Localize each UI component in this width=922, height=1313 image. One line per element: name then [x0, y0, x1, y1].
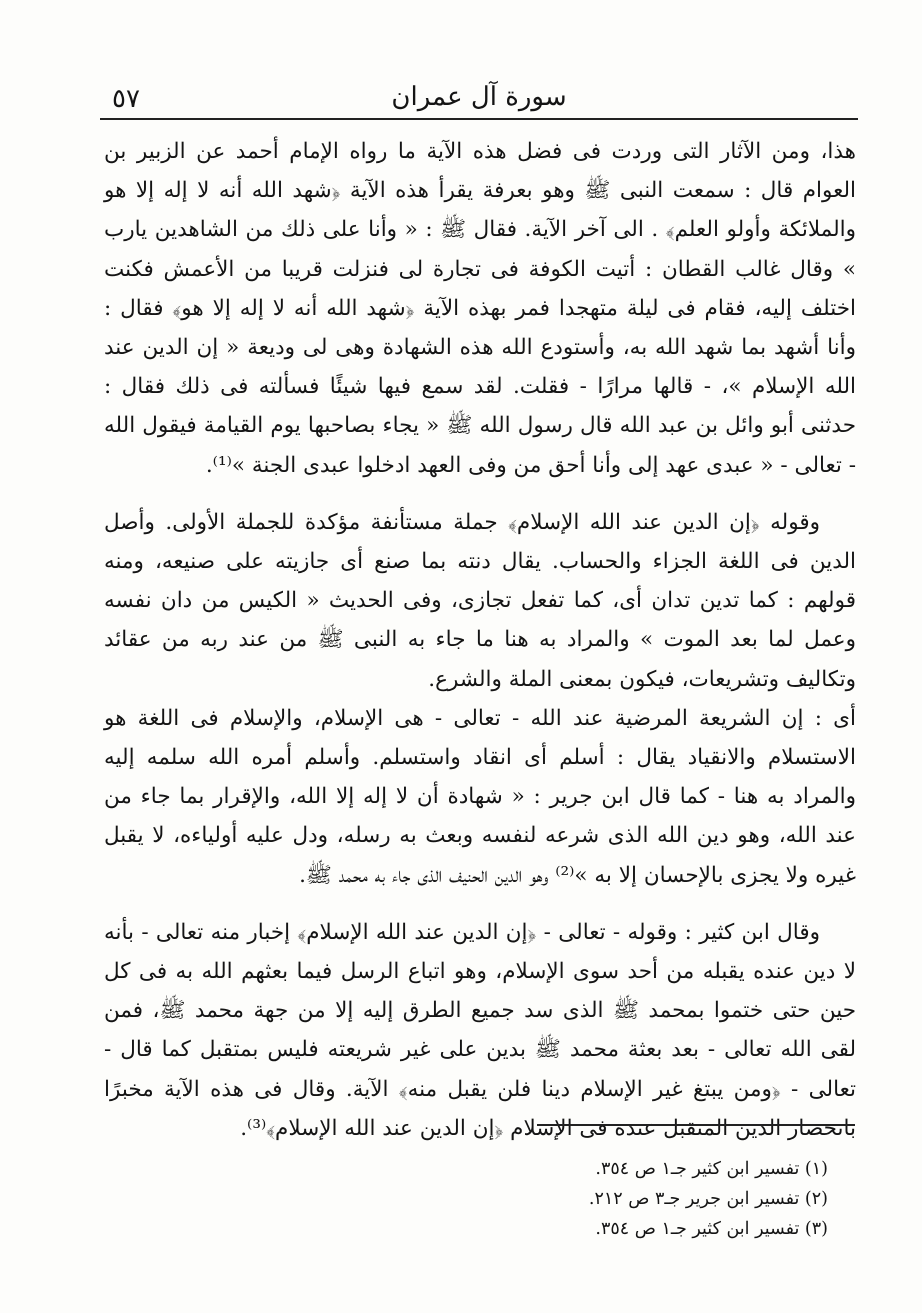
- footnote-1: (١) تفسير ابن كثير جـ١ ص ٣٥٤.: [595, 1159, 828, 1179]
- paragraph-2: وقوله ﴿إن الدين عند الله الإسلام﴾ جملة مستأنفة مؤكدة للجملة الأولى. وأصل الدين فى اللغة الجزاء والحساب. يقال دنته بما صنع أى جازيته على صنيعه، ومنه قولهم : كما تدين تدان أى، كما تفعل تجازى، وفى الحديث « الكيس من دان نفسه وعمل لما بعد الموت » والمراد به هنا ما جاء به النبى ﷺ من عند ربه من عقائد وتكاليف وتشريعات، فيكون بمعنى الملة والشرع.: [104, 509, 856, 692]
- footnote-divider: [537, 1124, 855, 1126]
- surah-title: سورة آل عمران: [391, 82, 567, 112]
- paragraph-1: هذا، ومن الآثار التى وردت فى فضل هذه الآية ما رواه الإمام أحمد عن الزبير بن العوام قال : سمعت النبى ﷺ وهو بعرفة يقرأ هذه الآية ﴿شهد الله أنه لا إله إلا هو والملائكة وأولو العلم﴾ . الى آخر الآية. فقال ﷺ : « وأنا على ذلك من الشاهدين يارب » وقال غالب القطان : أتيت الكوفة فى تجارة لى فنزلت قريبا من الأعمش فكنت اختلف إليه، فقام فى ليلة متهجدا فمر بهذه الآية ﴿شهد الله أنه لا إله إلا هو﴾ فقال : وأنا أشهد بما شهد الله به، وأستودع الله هذه الشهادة وهى لى وديعة « إن الدين عند الله الإسلام »، - قالها مرارًا - فقلت. لقد سمع فيها شيئًا فسألته فى ذلك فقال : حدثنى أبو وائل بن عبد الله قال رسول الله ﷺ « يجاء بصاحبها يوم القيامة فيقول الله - تعالى - « عبدى عهد إلى وأنا أحق من وفى العهد ادخلوا عبدى الجنة »⁽¹⁾.: [104, 139, 856, 478]
- footnote-2: (٢) تفسير ابن جرير جـ٣ ص ٢١٢.: [588, 1189, 828, 1209]
- paragraph-4: وقال ابن كثير : وقوله - تعالى - ﴿إن الدين عند الله الإسلام﴾ إخبار منه تعالى - بأنه لا دين عنده يقبله من أحد سوى الإسلام، وهو اتباع الرسل فيما بعثهم الله به فى كل حين حتى ختموا بمحمد ﷺ الذى سد جميع الطرق إليه إلا من جهة محمد ﷺ، فمن لقى الله تعالى - بعد بعثة محمد ﷺ بدين على غير شريعته فليس بمتقبل كما قال - تعالى - ﴿ومن يبتغ غير الإسلام دينا فلن يقبل منه﴾ الآية. وقال فى هذه الآية مخبرًا بانحصار الدين المتقبل عنده فى الإسلام ﴿إن الدين عند الله الإسلام﴾⁽³⁾.: [104, 919, 856, 1141]
- main-text: [104, 132, 856, 1148]
- footnote-3: (٣) تفسير ابن كثير جـ١ ص ٣٥٤.: [595, 1219, 828, 1239]
- page-number: ٥٧: [112, 84, 140, 114]
- page-header: [100, 78, 858, 120]
- footnotes: [300, 1154, 828, 1244]
- paragraph-3: أى : إن الشريعة المرضية عند الله - تعالى - هى الإسلام، والإسلام فى اللغة هو الاستسلام والانقياد يقال : أسلم أى انقاد واستسلم. وأسلم أمره الله سلمه إليه والمراد به هنا - كما قال ابن جرير : « شهادة أن لا إله إلا الله، والإقرار بما جاء من عند الله، وهو دين الله الذى شرعه لنفسه وبعث به رسله، ودل عليه أولياءه، لا يقبل غيره ولا يجزى بالإحسان إلا به »⁽²⁾ وهو الدين الحنيف الذى جاء به محمد ﷺ.: [104, 705, 856, 888]
